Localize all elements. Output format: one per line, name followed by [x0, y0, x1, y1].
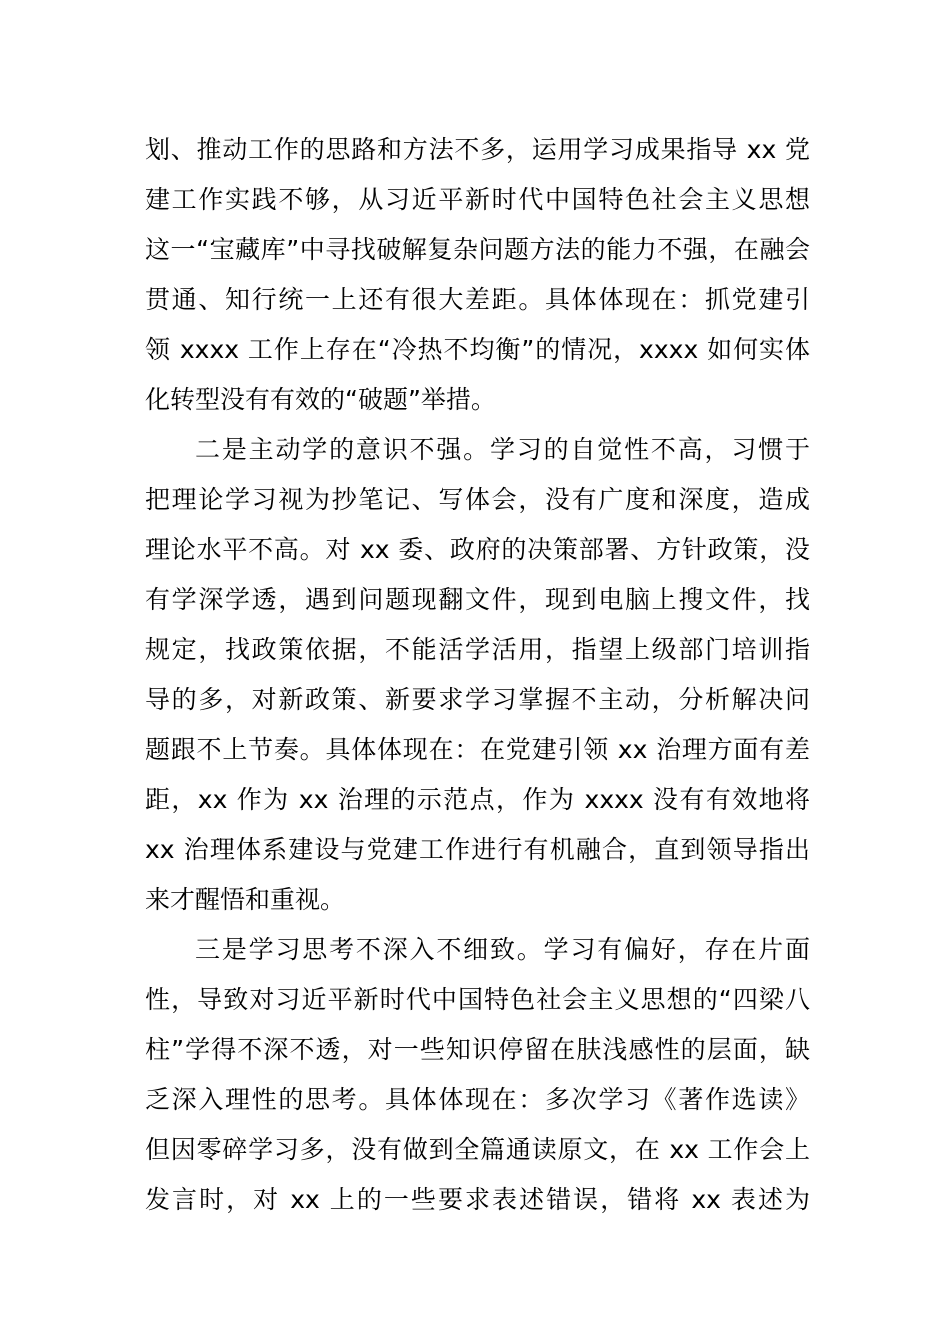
text-line: 领 xxxx 工作上存在“冷热不均衡”的情况，xxxx 如何实体 — [145, 335, 810, 364]
text-line: 三是学习思考不深入不细致。学习有偏好，存在片面 — [195, 935, 810, 964]
text-line: xx 治理体系建设与党建工作进行有机融合，直到领导指出 — [145, 835, 810, 864]
text-line: 划、推动工作的思路和方法不多，运用学习成果指导 xx 党 — [145, 135, 810, 164]
text-line: 有学深学透，遇到问题现翻文件，现到电脑上搜文件，找 — [145, 585, 810, 614]
text-line: 化转型没有有效的“破题”举措。 — [145, 385, 496, 414]
text-line: 这一“宝藏库”中寻找破解复杂问题方法的能力不强，在融会 — [145, 235, 810, 264]
text-line: 二是主动学的意识不强。学习的自觉性不高，习惯于 — [195, 435, 810, 464]
text-line: 题跟不上节奏。具体体现在：在党建引领 xx 治理方面有差 — [145, 735, 810, 764]
text-line: 把理论学习视为抄笔记、写体会，没有广度和深度，造成 — [145, 485, 810, 514]
text-line: 导的多，对新政策、新要求学习掌握不主动，分析解决问 — [145, 685, 810, 714]
paragraph-3 — [145, 925, 810, 1225]
text-line: 乏深入理性的思考。具体体现在：多次学习《著作选读》 — [145, 1085, 810, 1114]
text-line: 距，xx 作为 xx 治理的示范点，作为 xxxx 没有有效地将 — [145, 785, 810, 814]
text-line: 建工作实践不够，从习近平新时代中国特色社会主义思想 — [145, 185, 810, 214]
text-line: 发言时，对 xx 上的一些要求表述错误，错将 xx 表述为 — [145, 1185, 810, 1214]
text-line: 来才醒悟和重视。 — [145, 885, 346, 914]
paragraph-2 — [145, 425, 810, 925]
text-line: 理论水平不高。对 xx 委、政府的决策部署、方针政策，没 — [145, 535, 810, 564]
paragraph-1 — [145, 125, 810, 425]
text-line: 规定，找政策依据，不能活学活用，指望上级部门培训指 — [145, 635, 810, 664]
text-line: 柱”学得不深不透，对一些知识停留在肤浅感性的层面，缺 — [145, 1035, 810, 1064]
text-line: 但因零碎学习多，没有做到全篇通读原文，在 xx 工作会上 — [145, 1135, 810, 1164]
text-line: 性，导致对习近平新时代中国特色社会主义思想的“四梁八 — [145, 985, 810, 1014]
text-line: 贯通、知行统一上还有很大差距。具体体现在：抓党建引 — [145, 285, 810, 314]
document-body — [145, 125, 810, 1225]
